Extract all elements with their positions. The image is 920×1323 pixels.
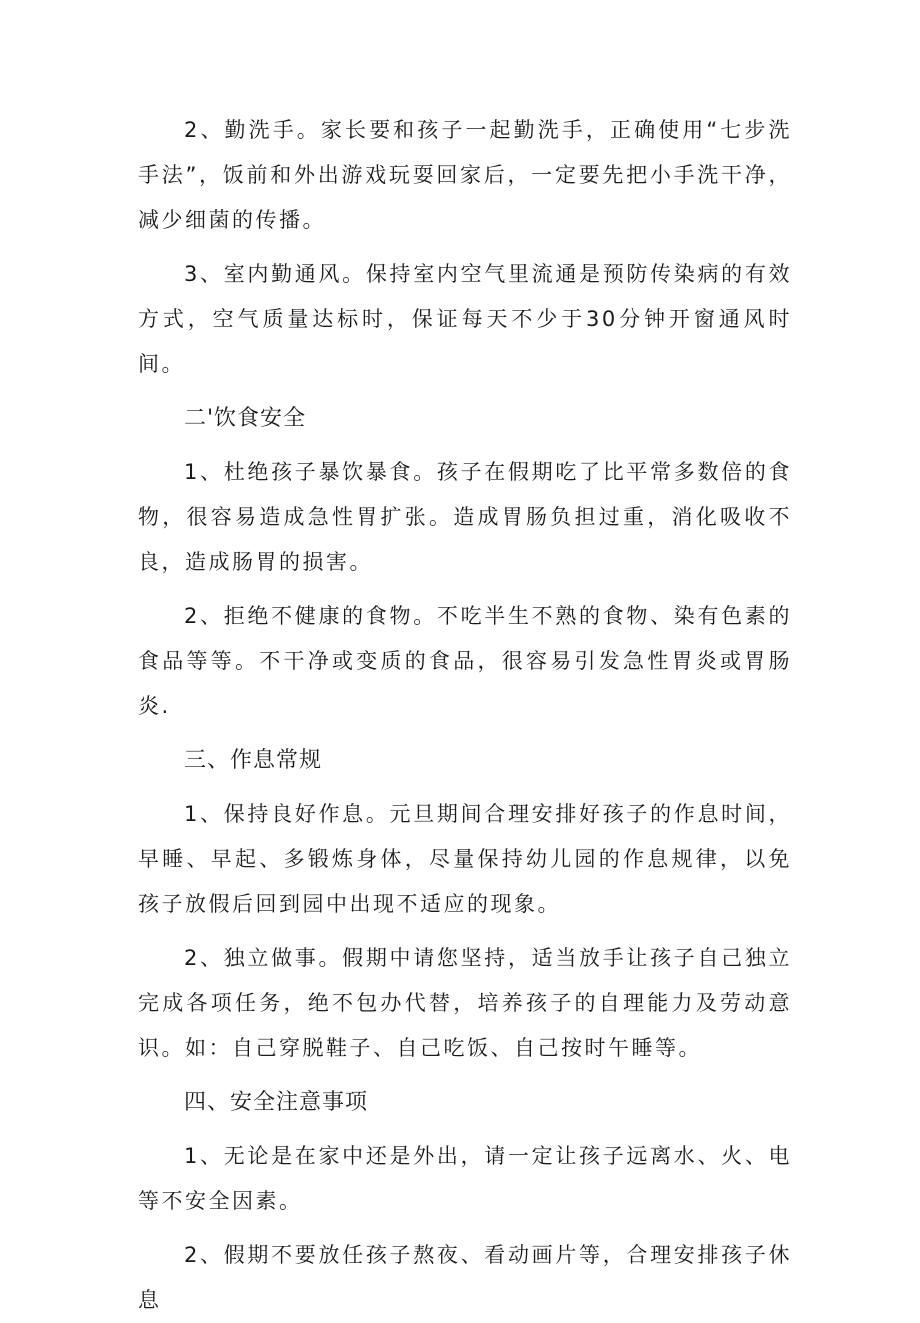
heading-diet-safety: 二'饮食安全	[184, 406, 307, 431]
paragraph-rest: 2、假期不要放任孩子熬夜、看动画片等，合理安排孩子休息	[138, 1243, 792, 1312]
paragraph-hazards: 1、无论是在家中还是外出，请一定让孩子远离水、火、电等不安全因素。	[138, 1144, 792, 1213]
paragraph-ventilation: 3、室内勤通风。保持室内空气里流通是预防传染病的有效方式，空气质量达标时，保证每天不少于30分钟开窗通风时间。	[138, 262, 792, 376]
heading-routine: 三、作息常规	[184, 748, 323, 773]
paragraph-independence: 2、独立做事。假期中请您坚持，适当放手让孩子自己独立完成各项任务，绝不包办代替，培养孩子的自理能力及劳动意识。如：自己穿脱鞋子、自己吃饭、自己按时午睡等。	[138, 946, 792, 1060]
paragraph-handwash: 2、勤洗手。家长要和孩子一起勤洗手，正确使用“七步洗手法”，饭前和外出游戏玩耍回家后，一定要先把小手洗干净，减少细菌的传播。	[138, 118, 792, 232]
paragraph-overeating: 1、杜绝孩子暴饮暴食。孩子在假期吃了比平常多数倍的食物，很容易造成急性胃扩张。造成胃肠负担过重，消化吸收不良，造成肠胃的损害。	[138, 460, 792, 574]
paragraph-unhealthy-food: 2、拒绝不健康的食物。不吃半生不熟的食物、染有色素的食品等等。不干净或变质的食品，很容易引发急性胃炎或胃肠炎.	[138, 604, 792, 718]
heading-safety-notes: 四、安全注意事项	[184, 1090, 369, 1115]
paragraph-good-routine: 1、保持良好作息。元旦期间合理安排好孩子的作息时间，早睡、早起、多锻炼身体，尽量保持幼儿园的作息规律，以免孩子放假后回到园中出现不适应的现象。	[138, 802, 792, 916]
